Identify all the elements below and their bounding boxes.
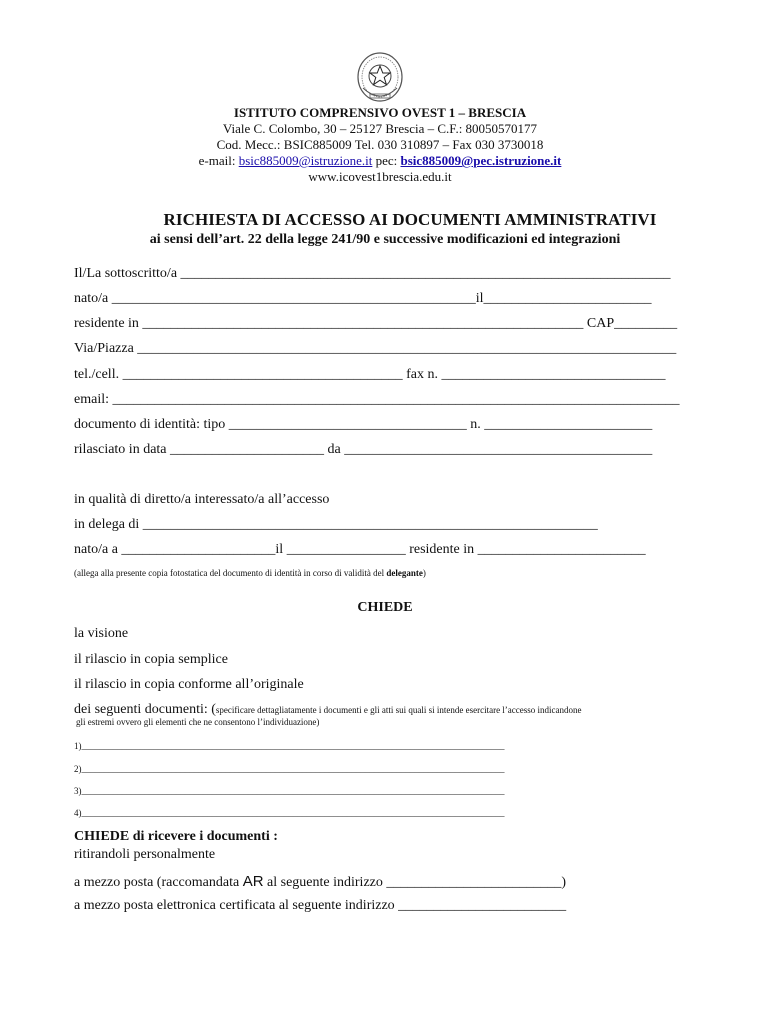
- field-sottoscritto[interactable]: Il/La sottoscritto/a ______________________________________________________________________: [74, 266, 671, 281]
- contact-line: [0, 153, 760, 169]
- option-visione[interactable]: [74, 626, 128, 642]
- school-codes: Cod. Mecc.: BSIC885009 Tel. 030 310897 – Fax 030 3730018: [216, 137, 544, 152]
- note-bold: delegante: [386, 568, 423, 578]
- option-personalmente[interactable]: [74, 847, 215, 863]
- option-diretto[interactable]: [74, 492, 329, 508]
- field-documento[interactable]: documento di identità: tipo __________________________________ n. ________________________: [74, 417, 653, 432]
- pec-link[interactable]: bsic885009@pec.istruzione.it: [400, 153, 562, 168]
- document-line-1[interactable]: 1)______________________________________________________________________________________________: [74, 741, 505, 751]
- field-via[interactable]: Via/Piazza _____________________________________________________________________________: [74, 341, 677, 356]
- note-end: ): [422, 568, 426, 578]
- documenti-label: [74, 702, 582, 718]
- email-link[interactable]: bsic885009@istruzione.it: [238, 153, 373, 168]
- documenti-label-text: dei seguenti documenti: (: [74, 702, 216, 717]
- note-text: (allega alla presente copia fotostatica del documento di identità in corso di validità del: [74, 568, 387, 578]
- option-posta-address[interactable]: al seguente indirizzo _________________________): [263, 875, 567, 890]
- pec-label: pec:: [375, 153, 398, 168]
- document-line-4[interactable]: 4)______________________________________________________________________________________________: [74, 808, 505, 818]
- field-tel[interactable]: tel./cell. ________________________________________ fax n. ________________________________: [74, 367, 666, 382]
- document-line-2[interactable]: 2)______________________________________________________________________________________________: [74, 764, 505, 774]
- field-residente[interactable]: residente in _______________________________________________________________ CAP_________: [74, 316, 678, 331]
- field-email[interactable]: email: _________________________________________________________________________________: [74, 392, 680, 407]
- page-subtitle: ai sensi dell’art. 22 della legge 241/90 e successive modificazioni ed integrazioni: [149, 232, 621, 247]
- field-nato[interactable]: nato/a ____________________________________________________il________________________: [74, 291, 652, 306]
- option-pec[interactable]: [74, 898, 566, 914]
- ricevere-heading: CHIEDE di ricevere i documenti :: [74, 829, 278, 844]
- option-copia-conforme-label: il rilascio in copia conforme all’originale: [74, 677, 304, 692]
- institute-header: [0, 105, 760, 185]
- document-line-3[interactable]: 3)______________________________________________________________________________________________: [74, 786, 505, 796]
- option-posta-ar: AR: [242, 873, 264, 890]
- option-delega[interactable]: [74, 517, 598, 533]
- page-title: RICHIESTA DI ACCESSO AI DOCUMENTI AMMINISTRATIVI: [163, 210, 657, 229]
- option-copia-conforme[interactable]: [74, 677, 304, 693]
- option-visione-label: la visione: [74, 626, 129, 641]
- delegante-note: [74, 568, 426, 578]
- website: www.icovest1brescia.edu.it: [308, 169, 452, 184]
- option-delega-label: in delega di _________________________________________________________________: [74, 517, 598, 532]
- chiede-heading: CHIEDE: [357, 600, 413, 615]
- option-posta-label: a mezzo posta (raccomandata: [74, 875, 243, 890]
- field-nato-delegante[interactable]: nato/a a ______________________il _________________ residente in ________________________: [74, 542, 646, 557]
- option-personalmente-label: ritirandoli personalmente: [74, 847, 216, 862]
- documenti-note-2: gli estremi ovvero gli elementi che ne consentono l’individuazione): [76, 717, 320, 727]
- email-label: e-mail:: [198, 153, 236, 168]
- option-pec-label: a mezzo posta elettronica certificata al seguente indirizzo ________________________: [74, 898, 567, 913]
- school-address: Viale C. Colombo, 30 – 25127 Brescia – C.F.: 80050570177: [222, 121, 538, 136]
- option-copia-semplice[interactable]: [74, 652, 228, 668]
- option-posta[interactable]: [74, 873, 566, 891]
- republic-emblem-icon: [355, 50, 405, 104]
- option-diretto-label: in qualità di diretto/a interessato/a all’accesso: [74, 492, 330, 507]
- field-rilasciato[interactable]: rilasciato in data ______________________ da ____________________________________________: [74, 442, 653, 457]
- school-name: ISTITUTO COMPRENSIVO OVEST 1 – BRESCIA: [233, 105, 527, 120]
- documenti-note: specificare dettagliatamente i documenti e gli atti sui quali si intende esercitare l’accesso indicandone: [215, 705, 582, 715]
- option-copia-semplice-label: il rilascio in copia semplice: [74, 652, 228, 667]
